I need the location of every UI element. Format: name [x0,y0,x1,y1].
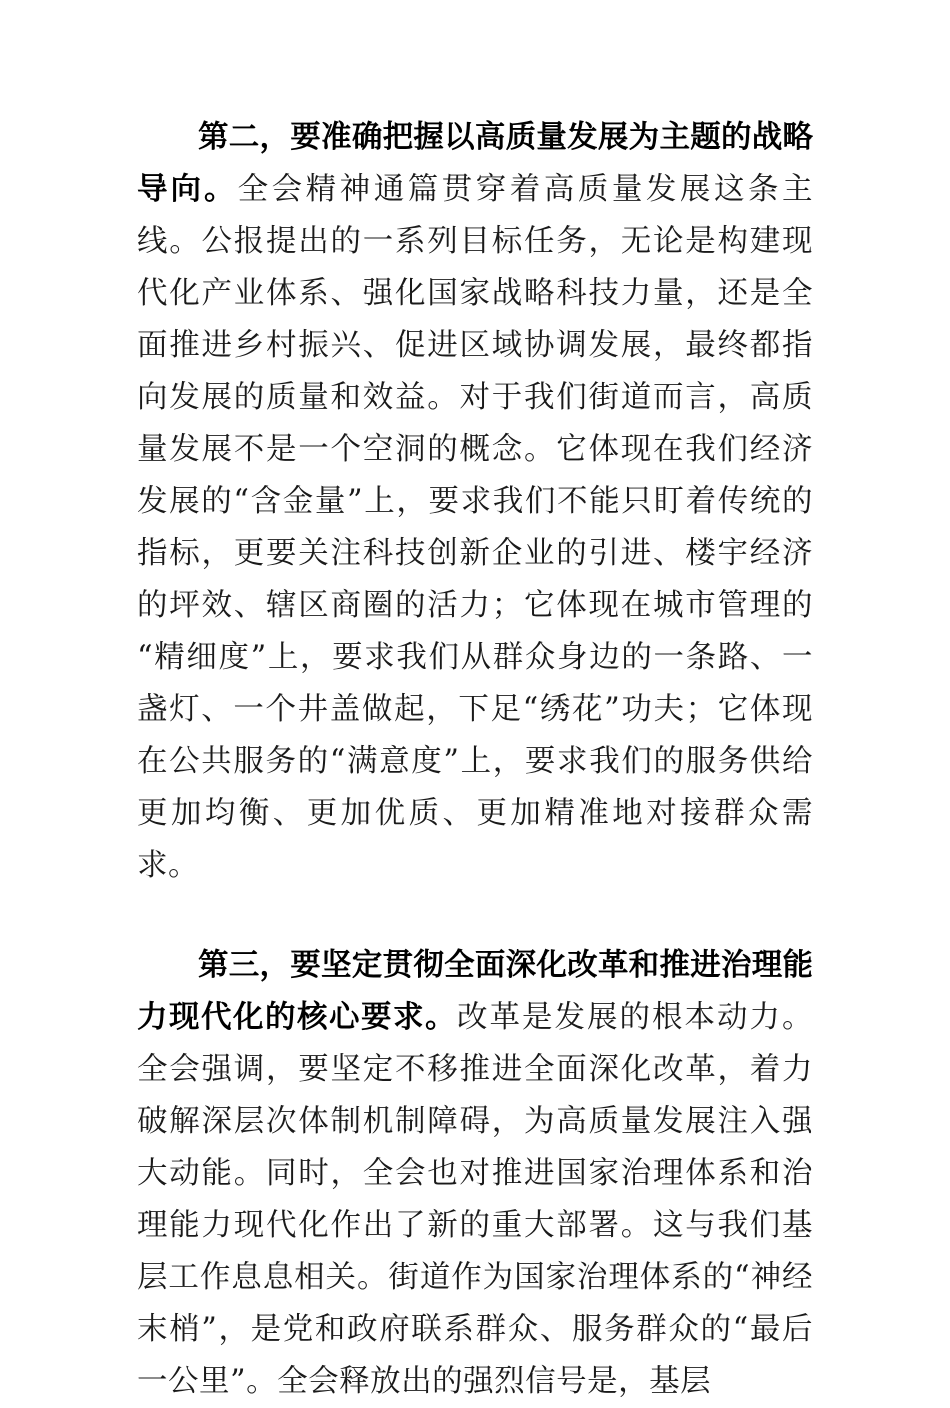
paragraph-third [137,940,813,1408]
document-text-column [137,112,813,1408]
paragraph-second-lead-label: 第二，要准确把握以高质量发展为主题的战略导向。 [137,120,813,207]
paragraph-second-body-text: 全会精神通篇贯穿着高质量发展这条主线。公报提出的一系列目标任务，无论是构建现代化产业体系、强化国家战略科技力量，还是全面推进乡村振兴、促进区域协调发展，最终都指向发展的质量和效益。对于我们街道而言，高质量发展不是一个空洞的概念。它体现在我们经济发展的“含金量”上，要求我们不能只盯着传统的指标，更要关注科技创新企业的引进、楼宇经济的坪效、辖区商圈的活力；它体现在城市管理的“精细度”上，要求我们从群众身边的一条路、一盏灯、一个井盖做起，下足“绣花”功夫；它体现在公共服务的“满意度”上，要求我们的服务供给更加均衡、更加优质、更加精准地对接群众需求。 [137,172,814,883]
paragraph-third-body-text: 改革是发展的根本动力。全会强调，要坚定不移推进全面深化改革，着力破解深层次体制机制障碍，为高质量发展注入强大动能。同时，全会也对推进国家治理体系和治理能力现代化作出了新的重大部署。这与我们基层工作息息相关。街道作为国家治理体系的“神经末梢”，是党和政府联系群众、服务群众的“最后一公里”。全会释放出的强烈信号是，基层 [137,1000,813,1399]
paragraph-third-lead-label: 第三，要坚定贯彻全面深化改革和推进治理能力现代化的核心要求。 [137,948,813,1035]
paragraph-second [137,112,813,892]
